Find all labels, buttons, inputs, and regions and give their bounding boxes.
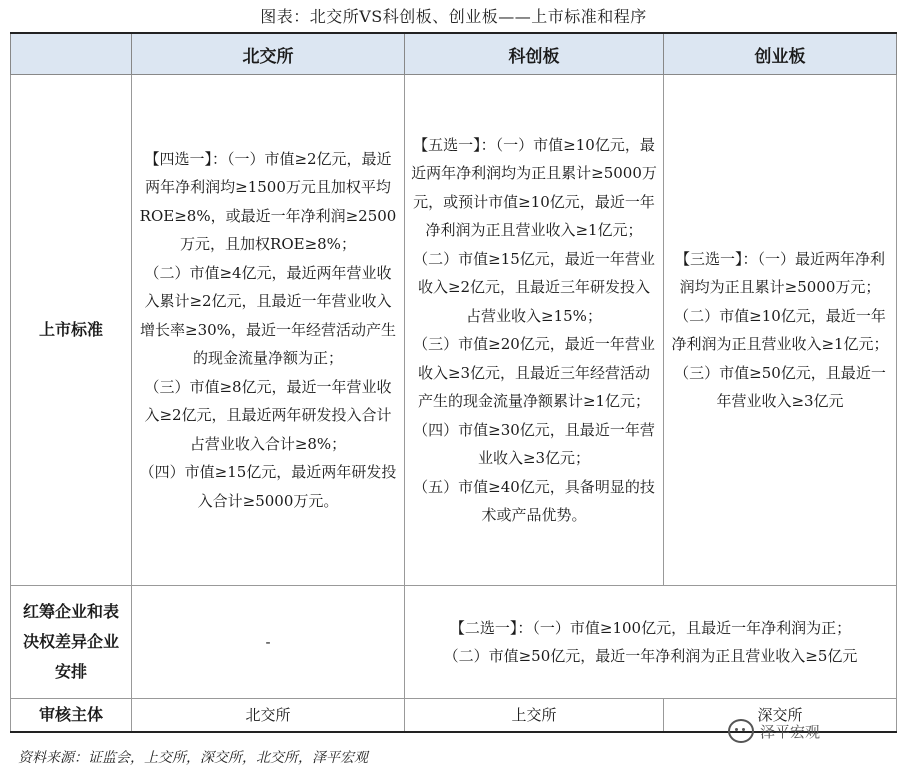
star-standard: （五）市值≥40亿元，具备明显的技术或产品优势。 xyxy=(413,477,655,524)
cell-chinext-review: 深交所 xyxy=(664,699,897,733)
row-label-review: 审核主体 xyxy=(11,699,132,733)
wechat-icon xyxy=(728,719,754,743)
star-standard: （四）市值≥30亿元，且最近一年营业收入≥3亿元； xyxy=(413,420,655,467)
star-standard: 【五选一】：（一）市值≥10亿元，最近两年净利润均为正且累计≥5000万元，或预计市值≥10亿元，最近一年净利润为正且营业收入≥1亿元； xyxy=(411,135,657,239)
bse-standard: （二）市值≥4亿元，最近两年营业收入累计≥2亿元，且最近一年营业收入增长率≥30%，最近一年经营活动产生的现金流量净额为正； xyxy=(140,263,396,368)
chinext-standard: （二）市值≥10亿元，最近一年净利润为正且营业收入≥1亿元； xyxy=(671,306,889,353)
cell-star-review: 上交所 xyxy=(405,699,664,733)
chinext-standard: （三）市值≥50亿元，且最近一年营业收入≥3亿元 xyxy=(674,363,886,410)
row-vie xyxy=(11,586,897,699)
header-chinext: 创业板 xyxy=(664,33,897,75)
chart-title: 图表：北交所VS科创板、创业板——上市标准和程序 xyxy=(260,7,647,26)
bse-standard: 【四选一】：（一）市值≥2亿元，最近两年净利润均≥1500万元且加权平均ROE≥8%，或最近一年净利润≥2500万元，且加权ROE≥8%； xyxy=(139,149,397,254)
header-corner xyxy=(11,33,132,75)
cell-bse-review: 北交所 xyxy=(132,699,405,733)
bse-standard: （三）市值≥8亿元，最近一年营业收入≥2亿元，且最近两年研发投入合计占营业收入合计≥8%； xyxy=(144,377,392,453)
comparison-table xyxy=(10,32,897,733)
cell-chinext-standards xyxy=(664,75,897,586)
star-standard: （三）市值≥20亿元，最近一年营业收入≥3亿元，且最近三年经营活动产生的现金流量净额累计≥1亿元； xyxy=(413,335,655,410)
watermark-text: 泽平宏观 xyxy=(760,722,821,741)
header-star: 科创板 xyxy=(405,33,664,75)
source-note: 资料来源：证监会，上交所，深交所，北交所，泽平宏观 xyxy=(18,750,368,766)
watermark xyxy=(728,716,820,746)
vie-standard: 【二选一】：（一）市值≥100亿元，且最近一年净利润为正； xyxy=(449,618,852,637)
header-bse: 北交所 xyxy=(132,33,405,75)
vie-standard: （二）市值≥50亿元，最近一年净利润为正且营业收入≥5亿元 xyxy=(443,647,858,665)
header-row xyxy=(11,33,897,75)
row-label-listing: 上市标准 xyxy=(11,75,132,586)
chinext-standard: 【三选一】：（一）最近两年净利润均为正且累计≥5000万元； xyxy=(674,249,885,296)
cell-bse-vie: - xyxy=(132,586,405,699)
star-standard: （二）市值≥15亿元，最近一年营业收入≥2亿元，且最近三年研发投入占营业收入≥15%； xyxy=(413,249,655,325)
bse-standard: （四）市值≥15亿元，最近两年研发投入合计≥5000万元。 xyxy=(139,463,397,510)
cell-star-chinext-vie xyxy=(405,586,897,699)
row-label-vie: 红筹企业和表决权差异企业安排 xyxy=(11,586,132,699)
cell-bse-standards xyxy=(132,75,405,586)
cell-star-standards xyxy=(405,75,664,586)
row-listing-standards xyxy=(11,75,897,586)
